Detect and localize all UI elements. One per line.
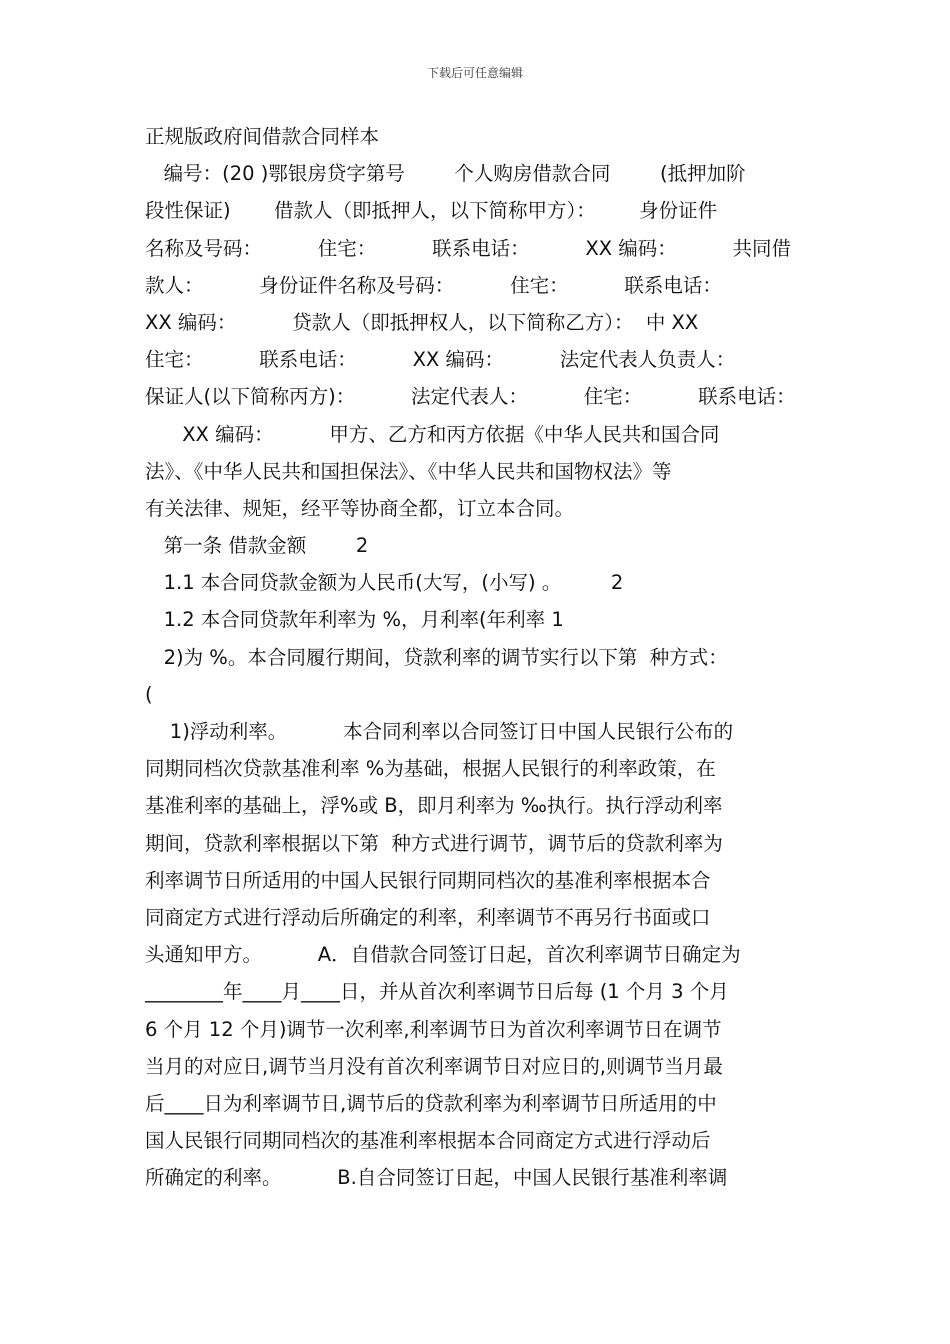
text-line: 2)为 %。本合同履行期间，贷款利率的调节实行以下第 种方式： bbox=[145, 645, 728, 669]
text-line: ( bbox=[145, 682, 153, 706]
text-line: 款人： 身份证件名称及号码： 住宅： 联系电话： bbox=[145, 273, 722, 297]
text-line: 期间，贷款利率根据以下第 种方式进行调节，调节后的贷款利率为 bbox=[145, 831, 723, 855]
text-line: 1.2 本合同贷款年利率为 %，月利率(年利率 1 bbox=[145, 608, 564, 632]
text-line: 有关法律、规矩，经平等协商全都，订立本合同。 bbox=[145, 496, 575, 520]
text-line: 6 个月 12 个月)调节一次利率,利率调节日为首次利率调节日在调节 bbox=[145, 1017, 722, 1041]
text-line: XX 编码： 贷款人（即抵押权人，以下简称乙方）： 中 XX bbox=[145, 310, 699, 334]
text-line: 同期同档次贷款基准利率 %为基础，根据人民银行的利率政策，在 bbox=[145, 757, 716, 781]
text-line: 国人民银行同期同档次的基准利率根据本合同商定方式进行浮动后 bbox=[145, 1129, 711, 1153]
text-line: 住宅： 联系电话： XX 编码： 法定代表人负责人： bbox=[145, 348, 736, 372]
page-header: 下载后可任意编辑 bbox=[426, 66, 523, 80]
text-line: XX 编码： 甲方、乙方和丙方依据《中华人民共和国合同 bbox=[145, 422, 720, 446]
text-line: 基准利率的基础上，浮%或 B，即月利率为 ‰执行。执行浮动利率 bbox=[145, 794, 723, 818]
text-line: 所确定的利率。 B.自合同签订日起，中国人民银行基准利率调 bbox=[145, 1166, 728, 1190]
text-line: 1)浮动利率。 本合同利率以合同签订日中国人民银行公布的 bbox=[145, 720, 734, 743]
text-line: 编号：(20 )鄂银房贷字第号 个人购房借款合同 (抵押加阶 bbox=[145, 162, 746, 186]
document-title: 正规版政府间借款合同样本 bbox=[145, 125, 380, 148]
text-line: 段性保证) 借款人（即抵押人，以下简称甲方）： 身份证件 bbox=[145, 199, 718, 223]
text-line: 同商定方式进行浮动后所确定的利率，利率调节不再另行书面或口 bbox=[145, 905, 711, 929]
text-line: 法》、《中华人民共和国担保法》、《中华人民共和国物权法》等 bbox=[145, 459, 672, 483]
text-line: ________年____月____日，并从首次利率调节日后每 (1 个月 3 个月 bbox=[145, 980, 729, 1004]
text-line: 1.1 本合同贷款金额为人民币(大写，(小写) 。 2 bbox=[145, 571, 624, 595]
section-heading: 第一条 借款金额 2 bbox=[145, 534, 369, 558]
contract-body bbox=[145, 118, 810, 1196]
text-line: 利率调节日所适用的中国人民银行同期同档次的基准利率根据本合 bbox=[145, 868, 711, 892]
text-line: 头通知甲方。 A．自借款合同签订日起，首次利率调节日确定为 bbox=[145, 943, 741, 967]
text-line: 当月的对应日,调节当月没有首次利率调节日对应日的,则调节当月最 bbox=[145, 1054, 723, 1078]
text-line: 后____日为利率调节日,调节后的贷款利率为利率调节日所适用的中 bbox=[145, 1091, 717, 1115]
text-line: 名称及号码： 住宅： 联系电话： XX 编码： 共同借 bbox=[145, 236, 792, 260]
text-line: 保证人(以下简称丙方)： 法定代表人： 住宅： 联系电话： bbox=[145, 385, 796, 409]
